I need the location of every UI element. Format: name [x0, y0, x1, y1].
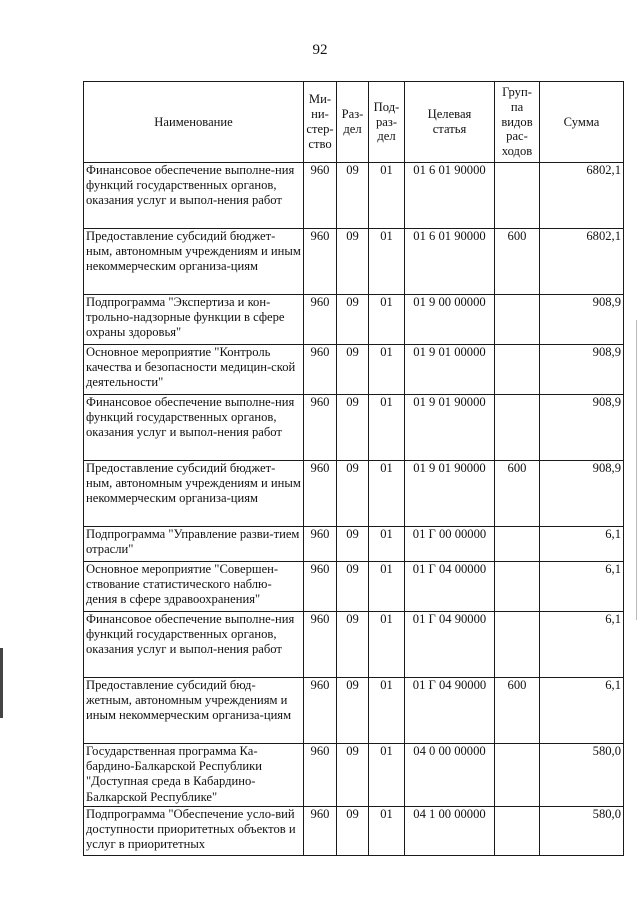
- row-name: Предоставление субсидий бюджет-ным, автономным учреждениям и иным некоммерческим организа-циям: [84, 461, 304, 527]
- row-ministry: 960: [304, 612, 337, 678]
- row-section: 09: [337, 562, 369, 612]
- header-subsection: Под- раз- дел: [369, 82, 405, 163]
- row-subsection: 01: [369, 527, 405, 562]
- table-row: [84, 461, 624, 527]
- row-target: 01 6 01 90000: [405, 229, 495, 295]
- row-name: Подпрограмма "Экспертиза и кон-трольно-надзорные функции в сфере охраны здоровья": [84, 295, 304, 345]
- row-group: 600: [495, 229, 540, 295]
- row-group: 600: [495, 461, 540, 527]
- row-section: 09: [337, 807, 369, 856]
- row-target: 01 6 01 90000: [405, 163, 495, 229]
- row-subsection: 01: [369, 678, 405, 744]
- table-row: [84, 345, 624, 395]
- row-subsection: 01: [369, 807, 405, 856]
- row-ministry: 960: [304, 744, 337, 807]
- row-group: [495, 395, 540, 461]
- table-row: [84, 395, 624, 461]
- table-row: [84, 562, 624, 612]
- row-ministry: 960: [304, 562, 337, 612]
- row-name: Подпрограмма "Обеспечение усло-вий доступности приоритетных объектов и услуг в приоритетных: [84, 807, 304, 856]
- header-name: Наименование: [84, 82, 304, 163]
- row-subsection: 01: [369, 612, 405, 678]
- row-name: Подпрограмма "Управление разви-тием отрасли": [84, 527, 304, 562]
- row-sum: 6802,1: [540, 229, 624, 295]
- row-name: Предоставление субсидий бюд-жетным, автономным учреждениям и иным некоммерческим организа-циям: [84, 678, 304, 744]
- header-sum: Сумма: [540, 82, 624, 163]
- row-name: Предоставление субсидий бюджет-ным, автономным учреждениям и иным некоммерческим организа-циям: [84, 229, 304, 295]
- header-row: [84, 82, 624, 163]
- page-number: 92: [312, 42, 328, 58]
- row-group: [495, 612, 540, 678]
- row-target: 01 9 01 90000: [405, 461, 495, 527]
- row-sum: 908,9: [540, 295, 624, 345]
- row-subsection: 01: [369, 395, 405, 461]
- row-ministry: 960: [304, 807, 337, 856]
- table-row: [84, 163, 624, 229]
- row-ministry: 960: [304, 163, 337, 229]
- row-section: 09: [337, 744, 369, 807]
- row-section: 09: [337, 345, 369, 395]
- row-sum: 6,1: [540, 527, 624, 562]
- row-subsection: 01: [369, 562, 405, 612]
- row-target: 01 Г 00 00000: [405, 527, 495, 562]
- row-ministry: 960: [304, 461, 337, 527]
- row-sum: 6,1: [540, 612, 624, 678]
- row-group: [495, 295, 540, 345]
- row-group: 600: [495, 678, 540, 744]
- row-subsection: 01: [369, 229, 405, 295]
- row-ministry: 960: [304, 295, 337, 345]
- row-section: 09: [337, 295, 369, 345]
- row-subsection: 01: [369, 295, 405, 345]
- table-row: [84, 295, 624, 345]
- row-ministry: 960: [304, 527, 337, 562]
- row-subsection: 01: [369, 744, 405, 807]
- table-row: [84, 678, 624, 744]
- scan-edge-mark: [0, 648, 3, 718]
- row-target: 01 Г 04 90000: [405, 612, 495, 678]
- table-row: [84, 612, 624, 678]
- row-section: 09: [337, 163, 369, 229]
- row-name: Финансовое обеспечение выполне-ния функций государственных органов, оказания услуг и выпол-нения работ: [84, 163, 304, 229]
- table-row: [84, 807, 624, 856]
- table-row: [84, 744, 624, 807]
- row-section: 09: [337, 678, 369, 744]
- row-group: [495, 807, 540, 856]
- row-name: Основное мероприятие "Совершен-ствование статистического наблю-дения в сфере здравоохранения": [84, 562, 304, 612]
- row-sum: 580,0: [540, 807, 624, 856]
- row-section: 09: [337, 461, 369, 527]
- table-row: [84, 229, 624, 295]
- row-sum: 6,1: [540, 562, 624, 612]
- row-name: Государственная программа Ка-бардино-Балкарской Республики "Доступная среда в Кабардино-Балкарской Республике": [84, 744, 304, 807]
- header-section: Раз- дел: [337, 82, 369, 163]
- scan-edge-line: [636, 320, 637, 620]
- row-target: 04 0 00 00000: [405, 744, 495, 807]
- row-target: 01 9 01 90000: [405, 395, 495, 461]
- row-name: Основное мероприятие "Контроль качества и безопасности медицин-ской деятельности": [84, 345, 304, 395]
- row-group: [495, 345, 540, 395]
- row-target: 01 9 01 00000: [405, 345, 495, 395]
- row-sum: 908,9: [540, 461, 624, 527]
- row-sum: 908,9: [540, 395, 624, 461]
- row-subsection: 01: [369, 461, 405, 527]
- row-target: 01 Г 04 90000: [405, 678, 495, 744]
- row-group: [495, 527, 540, 562]
- row-group: [495, 562, 540, 612]
- row-target: 01 9 00 00000: [405, 295, 495, 345]
- row-subsection: 01: [369, 163, 405, 229]
- header-target: Целевая статья: [405, 82, 495, 163]
- row-sum: 6802,1: [540, 163, 624, 229]
- row-name: Финансовое обеспечение выполне-ния функций государственных органов, оказания услуг и выпол-нения работ: [84, 612, 304, 678]
- row-section: 09: [337, 612, 369, 678]
- table-row: [84, 527, 624, 562]
- row-subsection: 01: [369, 345, 405, 395]
- row-section: 09: [337, 527, 369, 562]
- row-ministry: 960: [304, 678, 337, 744]
- header-ministry: Ми- ни- стер- ство: [304, 82, 337, 163]
- row-ministry: 960: [304, 345, 337, 395]
- row-group: [495, 744, 540, 807]
- row-section: 09: [337, 395, 369, 461]
- row-sum: 6,1: [540, 678, 624, 744]
- row-target: 01 Г 04 00000: [405, 562, 495, 612]
- row-group: [495, 163, 540, 229]
- header-group: Груп- па видов рас- ходов: [495, 82, 540, 163]
- row-ministry: 960: [304, 395, 337, 461]
- row-section: 09: [337, 229, 369, 295]
- row-target: 04 1 00 00000: [405, 807, 495, 856]
- row-name: Финансовое обеспечение выполне-ния функций государственных органов, оказания услуг и выпол-нения работ: [84, 395, 304, 461]
- row-sum: 908,9: [540, 345, 624, 395]
- row-ministry: 960: [304, 229, 337, 295]
- budget-table: [83, 81, 624, 856]
- row-sum: 580,0: [540, 744, 624, 807]
